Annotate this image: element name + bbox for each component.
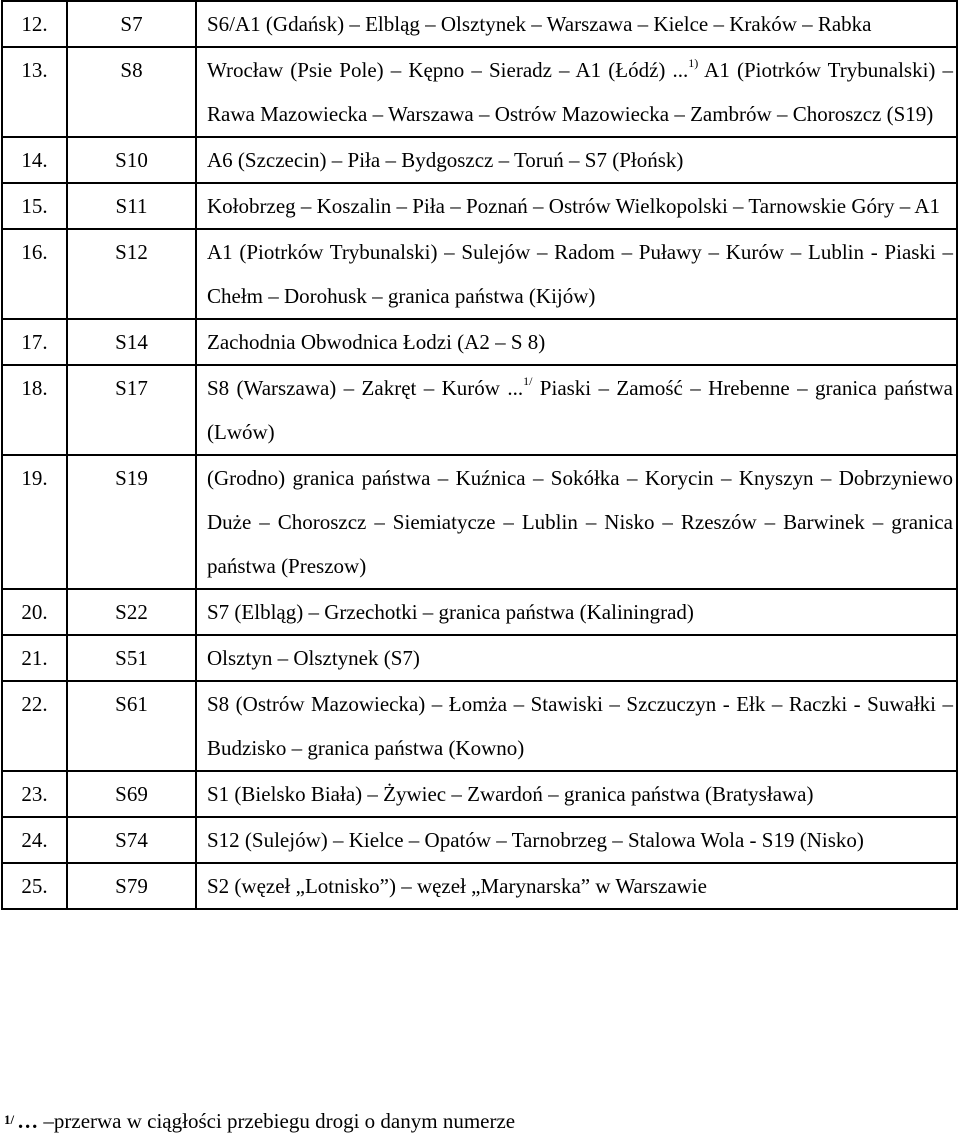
row-number: 22.: [2, 681, 67, 771]
route-text: A1 (Piotrków Trybunalski) – Sulejów – Radom – Puławy – Kurów – Lublin - Piaski – Chełm – Dorohusk – granica państwa (Kijów): [207, 240, 953, 308]
row-number: 19.: [2, 455, 67, 589]
road-code: S11: [67, 183, 196, 229]
route-text: Wrocław (Psie Pole) – Kępno – Sieradz – A1 (Łódź) ...: [207, 58, 689, 82]
table-row: [2, 817, 957, 863]
road-code: S14: [67, 319, 196, 365]
row-number: 12.: [2, 1, 67, 47]
route-description: [196, 863, 957, 909]
row-number: 13.: [2, 47, 67, 137]
footnote-reference: 1/: [523, 374, 533, 388]
row-number: 18.: [2, 365, 67, 455]
road-code: S10: [67, 137, 196, 183]
route-text: S8 (Warszawa) – Zakręt – Kurów ...: [207, 376, 524, 400]
road-code: S19: [67, 455, 196, 589]
routes-table-body: [2, 1, 957, 909]
route-description: [196, 1, 957, 47]
route-text: A1 (Piotrków Trybunalski) – Rawa Mazowiecka – Warszawa – Ostrów Mazowiecka – Zambrów – Choroszcz (S19): [207, 58, 953, 126]
footnote: [4, 1106, 515, 1139]
route-description: [196, 681, 957, 771]
route-text: S7 (Elbląg) – Grzechotki – granica państwa (Kaliningrad): [207, 600, 694, 624]
row-number: 25.: [2, 863, 67, 909]
table-row: [2, 455, 957, 589]
route-description: [196, 771, 957, 817]
route-text: S6/A1 (Gdańsk) – Elbląg – Olsztynek – Warszawa – Kielce – Kraków – Rabka: [207, 12, 872, 36]
road-code: S22: [67, 589, 196, 635]
table-row: [2, 229, 957, 319]
route-description: [196, 47, 957, 137]
road-code: S61: [67, 681, 196, 771]
road-code: S79: [67, 863, 196, 909]
table-row: [2, 771, 957, 817]
route-description: [196, 229, 957, 319]
road-code: S51: [67, 635, 196, 681]
footnote-ellipsis: …: [17, 1109, 39, 1133]
table-row: [2, 137, 957, 183]
table-row: [2, 635, 957, 681]
road-code: S74: [67, 817, 196, 863]
table-row: [2, 1, 957, 47]
table-row: [2, 681, 957, 771]
row-number: 21.: [2, 635, 67, 681]
table-row: [2, 589, 957, 635]
row-number: 15.: [2, 183, 67, 229]
route-text: Zachodnia Obwodnica Łodzi (A2 – S 8): [207, 330, 546, 354]
route-text: Olsztyn – Olsztynek (S7): [207, 646, 420, 670]
road-code: S12: [67, 229, 196, 319]
row-number: 20.: [2, 589, 67, 635]
route-text: S1 (Bielsko Biała) – Żywiec – Zwardoń – granica państwa (Bratysława): [207, 782, 814, 806]
row-number: 23.: [2, 771, 67, 817]
route-text: (Grodno) granica państwa – Kuźnica – Sokółka – Korycin – Knyszyn – Dobrzyniewo Duże – Choroszcz – Siemiatycze – Lublin – Nisko – Rzeszów – Barwinek – granica państwa (Preszow): [207, 466, 953, 578]
table-row: [2, 319, 957, 365]
row-number: 17.: [2, 319, 67, 365]
table-row: [2, 183, 957, 229]
road-code: S7: [67, 1, 196, 47]
table-row: [2, 863, 957, 909]
route-description: [196, 817, 957, 863]
route-text: A6 (Szczecin) – Piła – Bydgoszcz – Toruń – S7 (Płońsk): [207, 148, 684, 172]
road-code: S69: [67, 771, 196, 817]
route-description: [196, 183, 957, 229]
route-description: [196, 319, 957, 365]
footnote-text: –przerwa w ciągłości przebiegu drogi o danym numerze: [38, 1109, 516, 1133]
route-text: S2 (węzeł „Lotnisko”) – węzeł „Marynarska” w Warszawie: [207, 874, 707, 898]
row-number: 14.: [2, 137, 67, 183]
route-description: [196, 137, 957, 183]
route-description: [196, 589, 957, 635]
route-description: [196, 365, 957, 455]
route-text: S8 (Ostrów Mazowiecka) – Łomża – Stawiski – Szczuczyn - Ełk – Raczki - Suwałki – Budzisko – granica państwa (Kowno): [207, 692, 953, 760]
route-text: S12 (Sulejów) – Kielce – Opatów – Tarnobrzeg – Stalowa Wola - S19 (Nisko): [207, 828, 864, 852]
row-number: 16.: [2, 229, 67, 319]
road-code: S17: [67, 365, 196, 455]
route-text: Kołobrzeg – Koszalin – Piła – Poznań – Ostrów Wielkopolski – Tarnowskie Góry – A1: [207, 194, 940, 218]
row-number: 24.: [2, 817, 67, 863]
table-row: [2, 47, 957, 137]
route-description: [196, 635, 957, 681]
footnote-marker: 1/: [4, 1112, 15, 1127]
table-row: [2, 365, 957, 455]
routes-table: [1, 0, 958, 910]
footnote-reference: 1): [688, 56, 699, 70]
road-code: S8: [67, 47, 196, 137]
route-text: Piaski – Zamość – Hrebenne – granica państwa (Lwów): [207, 376, 954, 444]
route-description: [196, 455, 957, 589]
